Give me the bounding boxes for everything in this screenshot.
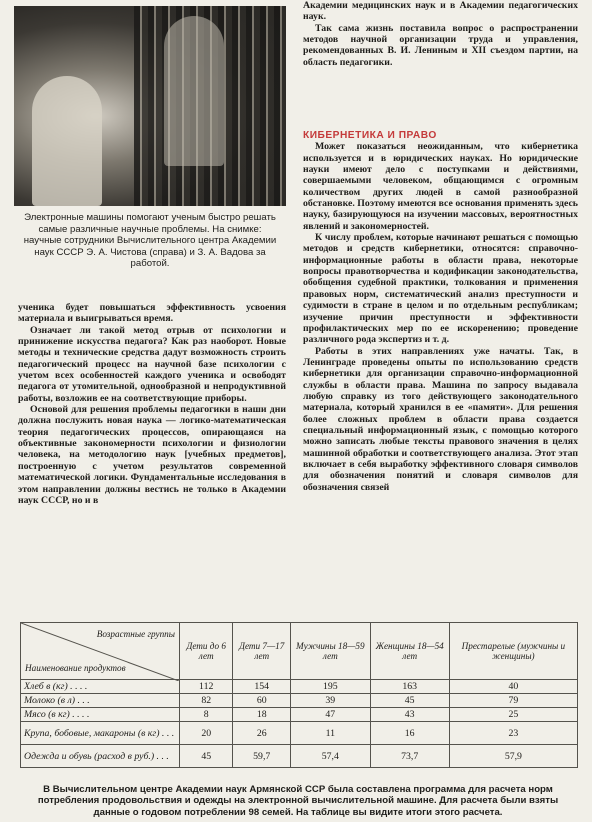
product-cell: Мясо (в кг) . . . . [21,708,180,722]
value-cell: 57,9 [449,745,577,768]
paragraph: Работы в этих направлениях уже начаты. Так, в Ленинграде проведены опыты по использованию средств кибернетики для организации справочно-информационной службы в области права. Машина по запросу выдавала любую справку из того действующего законодательного материала, который хранился в ее «памяти». Для решения более сложных проблем в области права создается специальный информационный язык, с помощью которого можно записать любые тексты правового значения в целях машинной обработки и соответствующего анализа. Этот этап включает в себя выработку эффективного словаря символов для обозначения понятий и словаря символов для обозначения связей [303,345,578,493]
column-header: Женщины 18—54 лет [370,623,449,680]
value-cell: 40 [449,680,577,694]
section-heading: КИБЕРНЕТИКА И ПРАВО [303,130,437,141]
column-header: Престарелые (мужчины и женщины) [449,623,577,680]
corner-label-age-groups: Возрастные группы [96,629,175,639]
table-footnote: В Вычислительном центре Академии наук Армянской ССР была составлена программа для расчета норм потребления продовольствия и одежды на электронной вычислительной машине. Для расчета были взяты данные о годовом потреблении 98 семей. На таблице вы видите итоги этого расчета. [37,784,559,818]
photo-computer-operators [14,6,286,206]
value-cell: 60 [233,694,291,708]
paragraph: Так сама жизнь поставила вопрос о распространении методов научной организации труда и управления, рекомендованных В. И. Лениным и XII съездом партии, на область педагогики. [303,22,578,68]
value-cell: 18 [233,708,291,722]
value-cell: 45 [180,745,233,768]
value-cell: 112 [180,680,233,694]
value-cell: 8 [180,708,233,722]
paragraph: Может показаться неожиданным, что кибернетика используется и в юридических науках. Но юридические науки имеют дело с поступками и действиями, совершаемыми человеком, общающимся с огромным количеством других людей в самой разнообразной обстановке. Поэтому имеются все основания применять здесь науку, базирующуюся на изучении массовых, вероятностных явлений и закономерностей. [303,141,578,232]
value-cell: 195 [291,680,371,694]
left-column-text [18,302,286,506]
paragraph: К числу проблем, которые начинают решаться с помощью методов и средств кибернетики, относятся: справочно-информационные работы в области права, некоторые вопросы правотворчества и кодификации законодательства, обобщения судебной практики, толкования и применения правовых норм, систематический анализ преступности и судимости в стране в целом и по отдельным республикам; изучение причин преступности и эффективности профилактических мер по ее искоренению; проведение различного рода экспертиз и т. д. [303,232,578,346]
value-cell: 20 [180,722,233,745]
value-cell: 11 [291,722,371,745]
value-cell: 82 [180,694,233,708]
right-column-main-text [303,130,578,493]
value-cell: 16 [370,722,449,745]
photo-figure-left [32,76,102,206]
table-row [21,708,578,722]
value-cell: 59,7 [233,745,291,768]
column-header: Мужчины 18—59 лет [291,623,371,680]
product-cell: Молоко (в л) . . . [21,694,180,708]
paragraph: Академии медицинских наук и в Академии педагогических наук. [303,0,578,23]
value-cell: 43 [370,708,449,722]
photo-caption: Электронные машины помогают ученым быстро решать самые различные научные проблемы. На снимке: научные сотрудники Вычислительного центра Академии наук СССР Э. А. Чистова (справа) и З. А. Вадова за работой. [23,212,277,269]
product-cell: Одежда и обувь (расход в руб.) . . . [21,745,180,768]
value-cell: 45 [370,694,449,708]
value-cell: 79 [449,694,577,708]
corner-label-products: Наименование продуктов [25,663,126,673]
paragraph: Основой для решения проблемы педагогики в наши дни должна послужить новая наука — логико-математическая теория педагогических процессов, опирающаяся на объективные закономерности психологии и физиологии человека, на методологию наук [учебных предметов], построенную с учетом результатов современной математической логики. Фундаментальные исследования в этом направлении должны вестись не только в Академии наук СССР, но и в [18,404,286,506]
consumption-table [20,622,578,768]
value-cell: 73,7 [370,745,449,768]
value-cell: 163 [370,680,449,694]
value-cell: 26 [233,722,291,745]
table-row [21,745,578,768]
table-row [21,694,578,708]
value-cell: 154 [233,680,291,694]
paragraph: ученика будет повышаться эффективность усвоения материала и выигрываться время. [18,302,286,325]
value-cell: 23 [449,722,577,745]
table-row [21,722,578,745]
value-cell: 39 [291,694,371,708]
product-cell: Крупа, бобовые, макароны (в кг) . . . [21,722,180,745]
column-header: Дети до 6 лет [180,623,233,680]
column-header: Дети 7—17 лет [233,623,291,680]
table-corner-cell [21,623,180,680]
value-cell: 57,4 [291,745,371,768]
right-column-top-text [303,0,578,68]
table-row [21,680,578,694]
photo-figure-right [164,16,224,166]
table-header-row [21,623,578,680]
product-cell: Хлеб в (кг) . . . . [21,680,180,694]
value-cell: 47 [291,708,371,722]
paragraph: Означает ли такой метод отрыв от психологии и принижение искусства педагога? Как раз наоборот. Новые методы и технические средства дадут возможность строить педагогический процесс на научной базе психологии с учетом всех особенностей каждого ученика и освободят педагога от утомительной, однообразной и непродуктивной работы, возложив ее на соответствующие приборы. [18,324,286,404]
value-cell: 25 [449,708,577,722]
